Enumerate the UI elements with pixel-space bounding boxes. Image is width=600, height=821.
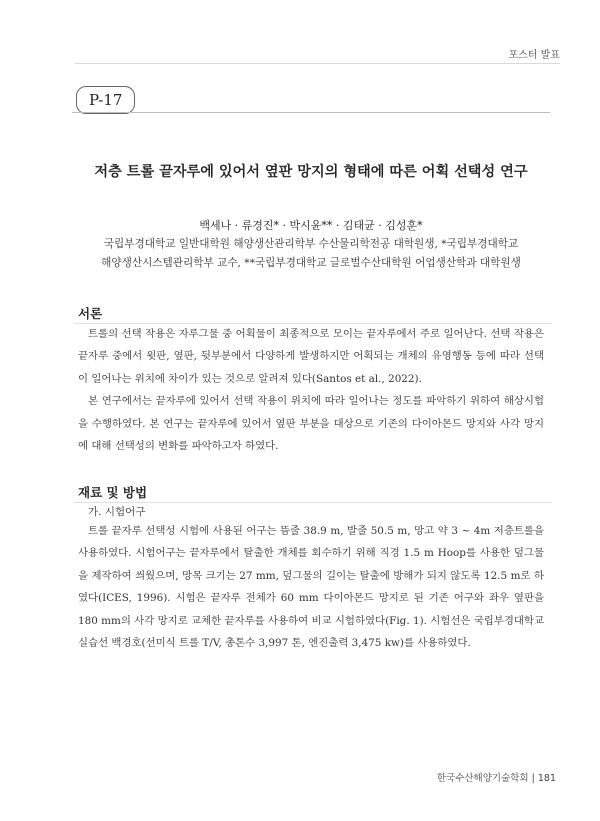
paper-id-block: [72, 86, 550, 116]
header-divider: [75, 63, 560, 64]
methods-paragraph-1: 트롤 끝자루 선택성 시험에 사용된 어구는 뜸줄 38.9 m, 발줄 50.5 m, 망고 약 3 ~ 4m 저층트롤을 사용하였다. 시험어구는 끝자루에서 탈출한 개체를 회수하기 위해 직경 1.5 m Hoop를 사용한 덮그물을 제작하여 씌웠으며, 망목 크기는 27 mm, 덮그물의 길이는 탈출에 방해가 되지 않도록 12.5 m로 하였다(ICES, 1996). 시험은 끝자루 전체가 60 mm 다이아몬드 망지로 된 기존 어구와 좌우 옆판을 180 mm의 사각 망지로 교체한 끝자루를 사용하여 비교 시험하였다(Fig. 1). 시험선은 국립부경대학교 실습선 백경호(선미식 트롤 T/V, 총톤수 3,997 톤, 엔진출력 3,475 kw)를 사용하였다.: [78, 525, 544, 650]
intro-heading: 서론: [78, 306, 103, 321]
paper-id-underline: [72, 112, 550, 113]
methods-subheading: 가. 시험어구: [88, 506, 146, 518]
paper-id-badge: P-17: [76, 86, 135, 114]
intro-paragraph-2: 본 연구에서는 끝자루에 있어서 선택 작용이 위치에 따라 일어나는 정도를 파악하기 위하여 해상시험을 수행하였다. 본 연구는 끝자루에 있어서 옆판 부분을 대상으로 기존의 다이아몬드 망지와 사각 망지에 대해 선택성의 변화를 파악하고자 하였다.: [78, 395, 544, 453]
footer-page-label: 한국수산해양기술학회 | 181: [436, 773, 556, 784]
paper-authors: 백세나 · 류경진* · 박시윤** · 김태균 · 김성훈*: [199, 219, 423, 232]
methods-divider: [74, 502, 552, 503]
paper-affiliations: [72, 235, 550, 273]
methods-heading: 재료 및 방법: [78, 485, 148, 500]
affiliation-line-1: 국립부경대학교 일반대학원 해양생산관리학부 수산물리학전공 대학원생, *국립부경대학교: [103, 238, 519, 250]
affiliation-line-2: 해양생산시스템관리학부 교수, **국립부경대학교 글로벌수산대학원 어업생산학과 대학원생: [101, 257, 521, 269]
intro-body: [78, 323, 544, 457]
methods-body: [78, 520, 544, 654]
header-section-label: 포스터 발표: [508, 50, 560, 61]
paper-title: 저층 트롤 끝자루에 있어서 옆판 망지의 형태에 따른 어획 선택성 연구: [94, 164, 528, 180]
intro-paragraph-1: 트롤의 선택 작용은 자루그물 중 어획물이 최종적으로 모이는 끝자루에서 주로 일어난다. 선택 작용은 끝자루 중에서 윗판, 옆판, 뒷부분에서 다양하게 발생하지만 어획되는 개체의 유영행동 등에 따라 선택이 일어나는 위치에 차이가 있는 것으로 알려져 있다(Santos et al., 2022).: [78, 328, 544, 385]
